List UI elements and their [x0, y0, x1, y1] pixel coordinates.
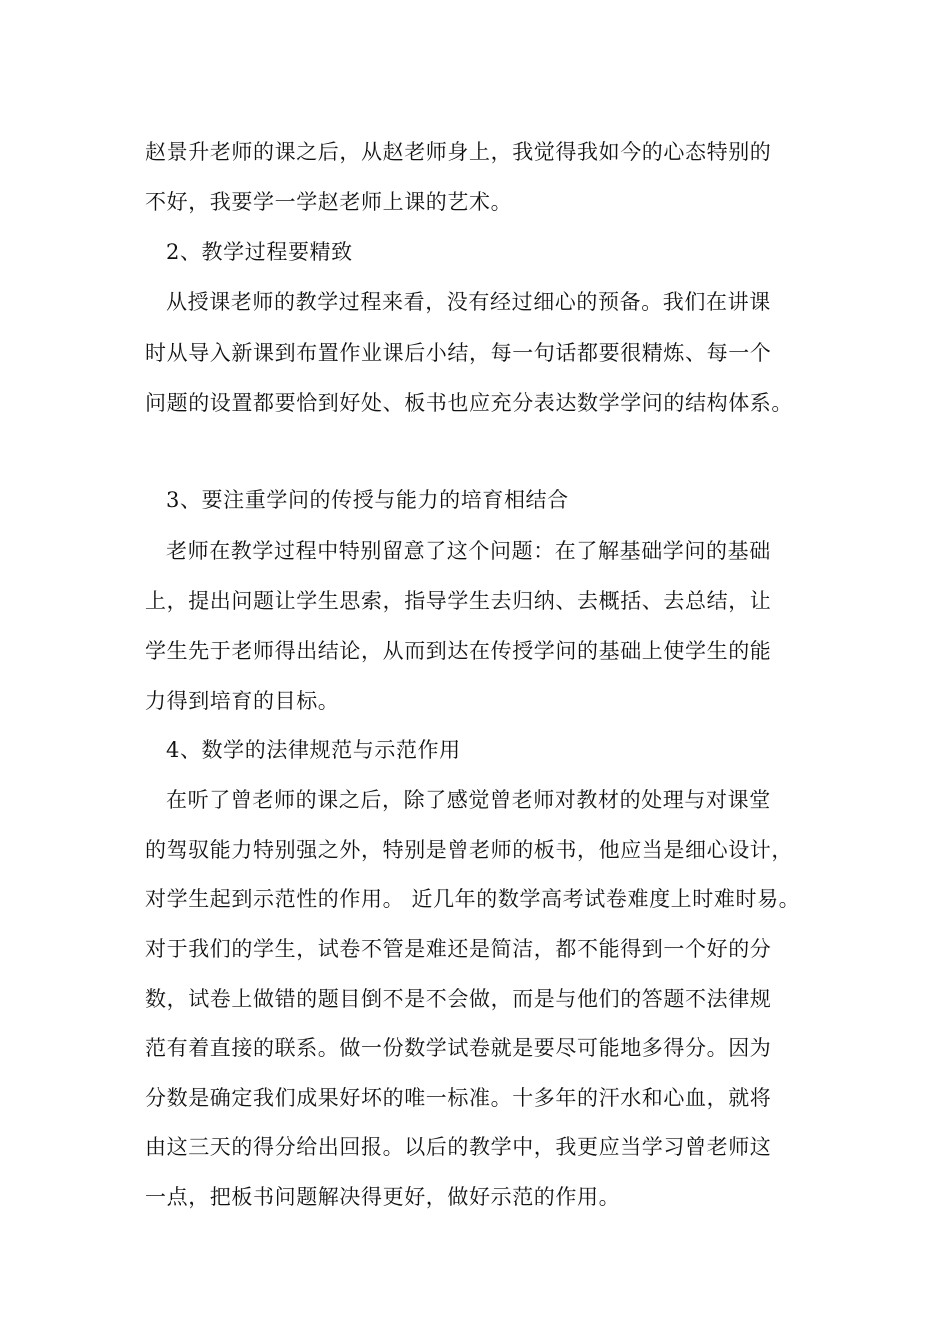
paragraph-line: 对学生起到示范性的作用。 近几年的数学高考试卷难度上时难时易。 — [145, 887, 801, 911]
section-heading: 2、教学过程要精致 — [166, 240, 353, 264]
paragraph-line: 赵景升老师的课之后，从赵老师身上，我觉得我如今的心态特别的 — [145, 140, 772, 164]
paragraph-line: 在听了曾老师的课之后，除了感觉曾老师对教材的处理与对课堂 — [166, 788, 771, 812]
paragraph-line: 的驾驭能力特别强之外，特别是曾老师的板书，他应当是细心设计， — [145, 838, 793, 862]
paragraph-line: 时从导入新课到布置作业课后小结，每一句话都要很精炼、每一个 — [145, 341, 772, 365]
paragraph-line: 力得到培育的目标。 — [145, 689, 340, 713]
section-heading: 4、数学的法律规范与示范作用 — [166, 738, 461, 762]
paragraph-line: 数，试卷上做错的题目倒不是不会做，而是与他们的答题不法律规 — [145, 987, 772, 1011]
paragraph-line: 老师在教学过程中特别留意了这个问题：在了解基础学问的基础 — [166, 539, 771, 563]
paragraph-line: 对于我们的学生，试卷不管是难还是简洁，都不能得到一个好的分 — [145, 937, 772, 961]
paragraph-line: 一点，把板书问题解决得更好，做好示范的作用。 — [145, 1185, 621, 1209]
paragraph-line: 问题的设置都要恰到好处、板书也应充分表达数学学问的结构体系。 — [145, 391, 793, 415]
paragraph-line: 学生先于老师得出结论，从而到达在传授学问的基础上使学生的能 — [145, 639, 772, 663]
section-heading: 3、要注重学问的传授与能力的培育相结合 — [166, 488, 569, 512]
paragraph-line: 由这三天的得分给出回报。以后的教学中，我更应当学习曾老师这 — [145, 1135, 772, 1159]
paragraph-line: 范有着直接的联系。做一份数学试卷就是要尽可能地多得分。因为 — [145, 1036, 772, 1060]
paragraph-line: 上，提出问题让学生思索，指导学生去归纳、去概括、去总结，让 — [145, 589, 772, 613]
paragraph-line: 分数是确定我们成果好坏的唯一标准。十多年的汗水和心血，就将 — [145, 1086, 772, 1110]
paragraph-line: 不好，我要学一学赵老师上课的艺术。 — [145, 190, 513, 214]
paragraph-line: 从授课老师的教学过程来看，没有经过细心的预备。我们在讲课 — [166, 290, 771, 314]
